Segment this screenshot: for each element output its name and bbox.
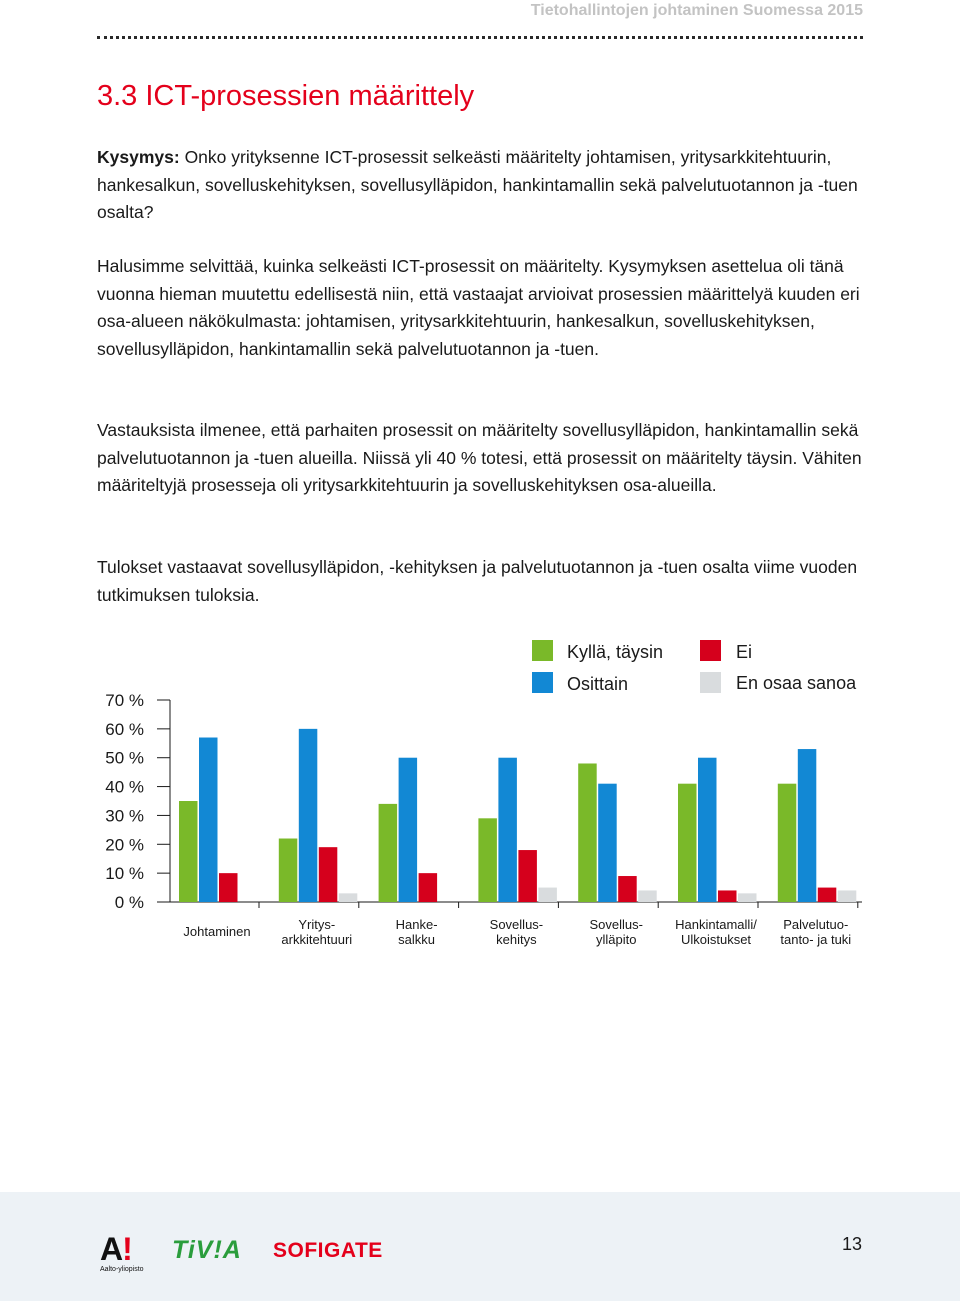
y-tick-label: 10 % <box>105 864 144 884</box>
bar <box>279 839 298 902</box>
y-tick-label: 20 % <box>105 835 144 855</box>
bar <box>219 873 238 902</box>
y-tick-label: 60 % <box>105 719 144 739</box>
category-label: tanto- ja tuki <box>780 932 852 947</box>
bar <box>598 784 617 902</box>
bar <box>838 890 857 902</box>
bar <box>698 758 717 902</box>
question-text: Onko yrityksenne ICT-prosessit selkeästi määritelty johtamisen, yritysarkkitehtuurin, hankesalkun, sovelluskehityksen, sovellusylläpidon, hankintamallin sekä palvelutuotannon ja -tuen osalta? <box>97 147 858 223</box>
bar <box>638 890 657 902</box>
bar <box>379 804 398 902</box>
category-label: Sovellus- <box>489 917 544 932</box>
body-paragraph-1: Halusimme selvittää, kuinka selkeästi ICT-prosessit on määritelty. Kysymyksen asettelua oli tänä vuonna hieman muutettu edellisestä niin, että vastaajat arvioivat prosessien määrittelyä kuuden eri osa-alueen näkökulmasta: johtamisen, yritysarkkitehtuurin, hankesalkun, sovelluskehityksen, sovellusylläpidon, hankintamallin sekä palvelutuotannon ja -tuen. <box>97 256 860 359</box>
dotted-divider <box>97 36 863 39</box>
category-label: Ulkoistukset <box>680 932 752 947</box>
category-label: Sovellus- <box>589 917 643 932</box>
bar <box>578 763 597 902</box>
bar <box>419 873 438 902</box>
sofigate-logo: SOFIGATE <box>273 1239 383 1262</box>
bar <box>618 876 637 902</box>
legend-swatch <box>700 672 721 693</box>
bar <box>538 888 557 902</box>
legend-label: En osaa sanoa <box>736 673 857 693</box>
bar <box>678 784 697 902</box>
bar <box>818 888 837 902</box>
bar <box>718 890 737 902</box>
bar-chart <box>0 620 960 960</box>
category-label: Hankintamalli/ <box>675 917 757 932</box>
y-tick-label: 40 % <box>105 777 144 797</box>
bar <box>498 758 517 902</box>
legend-swatch <box>700 640 721 661</box>
body-paragraph-2: Vastauksista ilmenee, että parhaiten prosessit on määritelty sovellusylläpidon, hankintamallin sekä palvelutuotannon ja -tuen alueilla. Niissä yli 40 % totesi, että prosessit on määritelty täysin. Vähiten määriteltyjä prosesseja oli yritysarkkitehtuurin ja sovelluskehityksen osa-alueilla. <box>97 420 862 496</box>
legend-label: Kyllä, täysin <box>567 642 664 662</box>
y-tick-label: 70 % <box>105 691 144 710</box>
bar <box>319 847 338 902</box>
bar <box>778 784 797 902</box>
bar <box>299 729 318 902</box>
body-paragraph-3: Tulokset vastaavat sovellusylläpidon, -kehityksen ja palvelutuotannon ja -tuen osalta viime vuoden tutkimuksen tuloksia. <box>97 557 858 605</box>
bar <box>399 758 418 902</box>
y-tick-label: 30 % <box>105 806 144 826</box>
page-number: 13 <box>841 1234 862 1254</box>
legend-swatch <box>532 672 553 693</box>
y-tick-label: 0 % <box>114 893 144 912</box>
bar <box>339 893 358 902</box>
category-label: kehitys <box>496 932 537 947</box>
category-label: arkkitehtuuri <box>281 932 353 947</box>
tivia-logo: TiV!A <box>172 1236 242 1264</box>
bar <box>798 749 817 902</box>
page-footer <box>0 1192 960 1301</box>
legend-label: Ei <box>736 642 753 662</box>
category-label: Hanke- <box>395 917 438 932</box>
y-tick-label: 50 % <box>105 748 144 768</box>
category-label: ylläpito <box>595 932 637 947</box>
question-paragraph <box>97 144 877 227</box>
legend-label: Osittain <box>567 674 629 694</box>
category-label: Johtaminen <box>183 924 251 939</box>
legend-swatch <box>532 640 553 661</box>
category-label: Yritys- <box>298 917 336 932</box>
bar <box>478 818 497 902</box>
question-label: Kysymys: <box>97 147 180 167</box>
category-label: salkku <box>398 932 436 947</box>
running-header: Tietohallintojen johtaminen Suomessa 2015 <box>530 2 863 19</box>
bar <box>179 801 198 902</box>
aalto-logo: A! Aalto-yliopisto <box>100 1231 144 1273</box>
bar <box>738 893 757 902</box>
section-title: 3.3 ICT-prosessien määrittely <box>97 80 475 112</box>
bar <box>518 850 537 902</box>
category-label: Palvelutuo- <box>783 917 849 932</box>
bar <box>199 738 218 902</box>
